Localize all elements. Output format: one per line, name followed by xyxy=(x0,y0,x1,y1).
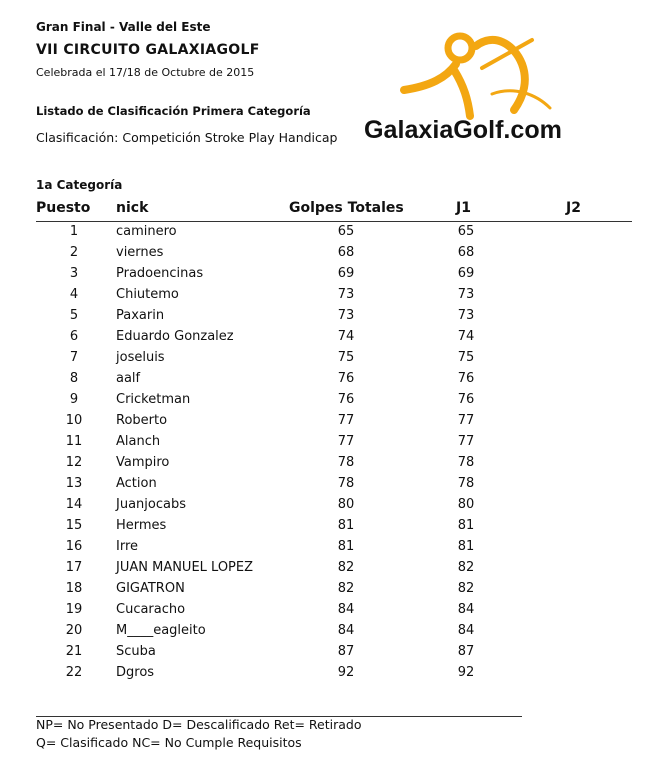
cell-position: 14 xyxy=(65,497,83,512)
cell-position: 9 xyxy=(69,392,79,407)
cell-position: 20 xyxy=(65,623,83,638)
cell-total-strokes: 84 xyxy=(337,623,355,638)
table-row xyxy=(0,664,664,685)
cell-nick: Chiutemo xyxy=(116,287,179,302)
cell-total-strokes: 77 xyxy=(337,434,355,449)
table-row xyxy=(0,580,664,601)
table-header xyxy=(0,200,664,220)
table-row xyxy=(0,433,664,454)
cell-position: 8 xyxy=(69,371,79,386)
cell-round-1: 92 xyxy=(457,665,475,680)
cell-round-1: 74 xyxy=(457,329,475,344)
cell-nick: Vampiro xyxy=(116,455,170,470)
cell-round-1: 82 xyxy=(457,560,475,575)
cell-position: 7 xyxy=(69,350,79,365)
cell-total-strokes: 73 xyxy=(337,287,355,302)
cell-nick: Juanjocabs xyxy=(116,497,186,512)
cell-round-1: 78 xyxy=(457,455,475,470)
cell-round-1: 84 xyxy=(457,602,475,617)
cell-total-strokes: 78 xyxy=(337,476,355,491)
cell-nick: caminero xyxy=(116,224,177,239)
cell-total-strokes: 73 xyxy=(337,308,355,323)
cell-round-1: 81 xyxy=(457,518,475,533)
category-label: 1a Categoría xyxy=(36,178,123,192)
cell-total-strokes: 87 xyxy=(337,644,355,659)
cell-nick: Eduardo Gonzalez xyxy=(116,329,234,344)
table-row xyxy=(0,286,664,307)
cell-round-1: 76 xyxy=(457,371,475,386)
cell-position: 11 xyxy=(65,434,83,449)
cell-position: 12 xyxy=(65,455,83,470)
cell-position: 17 xyxy=(65,560,83,575)
cell-total-strokes: 77 xyxy=(337,413,355,428)
cell-position: 3 xyxy=(69,266,79,281)
cell-total-strokes: 82 xyxy=(337,581,355,596)
legend-line-2: Q= Clasificado NC= No Cumple Requisitos xyxy=(36,735,302,750)
cell-round-1: 82 xyxy=(457,581,475,596)
logo-golfer-head xyxy=(448,36,472,60)
cell-position: 6 xyxy=(69,329,79,344)
col-j1: J1 xyxy=(456,200,471,216)
table-row xyxy=(0,643,664,664)
cell-position: 19 xyxy=(65,602,83,617)
table-row xyxy=(0,349,664,370)
cell-nick: Alanch xyxy=(116,434,161,449)
cell-round-1: 69 xyxy=(457,266,475,281)
cell-position: 5 xyxy=(69,308,79,323)
cell-round-1: 84 xyxy=(457,623,475,638)
cell-round-1: 73 xyxy=(457,287,475,302)
cell-total-strokes: 68 xyxy=(337,245,355,260)
cell-nick: viernes xyxy=(116,245,164,260)
cell-round-1: 75 xyxy=(457,350,475,365)
table-row xyxy=(0,601,664,622)
cell-position: 21 xyxy=(65,644,83,659)
logo-wordmark: GalaxiaGolf.com xyxy=(364,116,562,144)
event-title: Gran Final - Valle del Este xyxy=(36,20,211,34)
listing-title: Listado de Clasificación Primera Categoría xyxy=(36,104,311,118)
table-row xyxy=(0,328,664,349)
cell-position: 2 xyxy=(69,245,79,260)
cell-nick: aalf xyxy=(116,371,141,386)
table-row xyxy=(0,622,664,643)
cell-nick: Cucaracho xyxy=(116,602,186,617)
cell-round-1: 73 xyxy=(457,308,475,323)
cell-total-strokes: 81 xyxy=(337,539,355,554)
cell-position: 22 xyxy=(65,665,83,680)
circuit-title: VII CIRCUITO GALAXIAGOLF xyxy=(36,42,260,58)
cell-total-strokes: 92 xyxy=(337,665,355,680)
event-date: Celebrada el 17/18 de Octubre de 2015 xyxy=(36,66,255,79)
cell-round-1: 80 xyxy=(457,497,475,512)
legend-line-1: NP= No Presentado D= Descalificado Ret= Retirado xyxy=(36,717,362,732)
cell-total-strokes: 81 xyxy=(337,518,355,533)
cell-total-strokes: 78 xyxy=(337,455,355,470)
classification-type: Clasificación: Competición Stroke Play Handicap xyxy=(36,130,338,145)
cell-nick: JUAN MANUEL LOPEZ xyxy=(116,560,254,575)
cell-position: 13 xyxy=(65,476,83,491)
cell-position: 18 xyxy=(65,581,83,596)
cell-total-strokes: 69 xyxy=(337,266,355,281)
cell-position: 10 xyxy=(65,413,83,428)
cell-total-strokes: 82 xyxy=(337,560,355,575)
cell-nick: M____eagleito xyxy=(116,623,206,638)
cell-nick: Cricketman xyxy=(116,392,191,407)
galaxiagolf-logo xyxy=(364,24,574,164)
table-row xyxy=(0,244,664,265)
cell-nick: Roberto xyxy=(116,413,168,428)
cell-round-1: 77 xyxy=(457,413,475,428)
cell-total-strokes: 76 xyxy=(337,371,355,386)
cell-nick: Hermes xyxy=(116,518,167,533)
cell-round-1: 78 xyxy=(457,476,475,491)
cell-round-1: 81 xyxy=(457,539,475,554)
cell-total-strokes: 74 xyxy=(337,329,355,344)
col-j2: J2 xyxy=(566,200,581,216)
cell-nick: GIGATRON xyxy=(116,581,185,596)
cell-nick: Irre xyxy=(116,539,139,554)
cell-nick: Paxarin xyxy=(116,308,165,323)
col-golpes-totales: Golpes Totales xyxy=(289,200,404,216)
table-row xyxy=(0,496,664,517)
logo-golfer-body xyxy=(404,40,525,116)
cell-position: 4 xyxy=(69,287,79,302)
table-row xyxy=(0,370,664,391)
cell-nick: joseluis xyxy=(116,350,165,365)
cell-total-strokes: 75 xyxy=(337,350,355,365)
cell-total-strokes: 84 xyxy=(337,602,355,617)
col-nick: nick xyxy=(116,200,149,216)
cell-round-1: 65 xyxy=(457,224,475,239)
table-row xyxy=(0,475,664,496)
table-row xyxy=(0,265,664,286)
cell-round-1: 77 xyxy=(457,434,475,449)
cell-total-strokes: 76 xyxy=(337,392,355,407)
cell-round-1: 68 xyxy=(457,245,475,260)
cell-position: 15 xyxy=(65,518,83,533)
table-row xyxy=(0,517,664,538)
cell-total-strokes: 65 xyxy=(337,224,355,239)
results-table xyxy=(0,223,664,685)
table-row xyxy=(0,538,664,559)
cell-round-1: 87 xyxy=(457,644,475,659)
cell-nick: Dgros xyxy=(116,665,155,680)
table-row xyxy=(0,223,664,244)
table-row xyxy=(0,559,664,580)
cell-round-1: 76 xyxy=(457,392,475,407)
table-row xyxy=(0,412,664,433)
cell-nick: Action xyxy=(116,476,157,491)
table-row xyxy=(0,454,664,475)
cell-position: 16 xyxy=(65,539,83,554)
cell-total-strokes: 80 xyxy=(337,497,355,512)
cell-position: 1 xyxy=(69,224,79,239)
table-row xyxy=(0,391,664,412)
col-puesto: Puesto xyxy=(36,200,91,216)
cell-nick: Scuba xyxy=(116,644,156,659)
header-divider xyxy=(36,221,632,222)
cell-nick: Pradoencinas xyxy=(116,266,204,281)
table-row xyxy=(0,307,664,328)
